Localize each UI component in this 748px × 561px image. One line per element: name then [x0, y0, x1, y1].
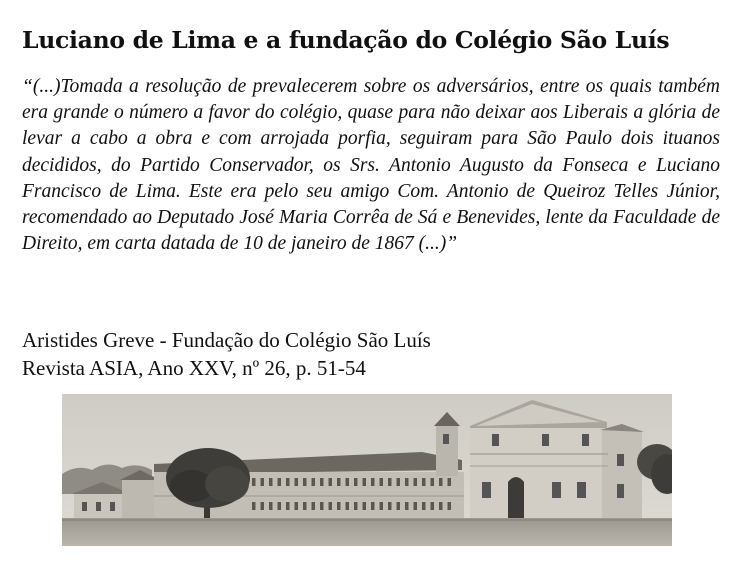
wing-window	[414, 502, 418, 510]
wing-window	[448, 478, 452, 486]
wing-window	[431, 478, 435, 486]
wing-window	[346, 478, 350, 486]
wing-window	[380, 478, 384, 486]
wing-window	[320, 478, 324, 486]
wing-window	[295, 478, 299, 486]
wing-window	[371, 502, 375, 510]
wing-window	[354, 502, 358, 510]
wing-window	[303, 478, 307, 486]
wing-window	[414, 478, 418, 486]
wing-window	[337, 502, 341, 510]
wing-window	[320, 502, 324, 510]
wing-window	[422, 478, 426, 486]
wing-window	[312, 478, 316, 486]
wing-window	[405, 502, 409, 510]
ground	[62, 518, 672, 546]
wing-window	[354, 478, 358, 486]
wing-window	[329, 478, 333, 486]
wing-window	[312, 502, 316, 510]
source-citation	[22, 326, 722, 382]
wing-window	[337, 478, 341, 486]
wing-window	[278, 502, 282, 510]
wing-window	[448, 502, 452, 510]
page-title: Luciano de Lima e a fundação do Colégio São Luís	[22, 26, 670, 54]
wing-window	[388, 502, 392, 510]
wing-window	[295, 502, 299, 510]
wing-window	[397, 502, 401, 510]
wing-window	[431, 502, 435, 510]
wing-window	[439, 478, 443, 486]
wing-window	[252, 502, 256, 510]
wing-window	[261, 502, 265, 510]
wing-window	[329, 502, 333, 510]
wing-window	[371, 478, 375, 486]
wing-window	[363, 478, 367, 486]
wing-window	[397, 478, 401, 486]
citation-journal-line: Revista ASIA, Ano XXV, nº 26, p. 51-54	[22, 356, 366, 380]
wing-window	[303, 502, 307, 510]
wing-window	[363, 502, 367, 510]
wing-window	[269, 502, 273, 510]
citation-author-line: Aristides Greve - Fundação do Colégio São Luís	[22, 328, 431, 352]
wing-window	[269, 478, 273, 486]
wing-window	[346, 502, 350, 510]
wing-window	[422, 502, 426, 510]
wing-window	[278, 478, 282, 486]
wing-window	[388, 478, 392, 486]
wing-window	[380, 502, 384, 510]
building-illustration	[62, 394, 672, 546]
quotation-paragraph: “(...)Tomada a resolução de prevalecerem sobre os adversários, entre os quais também era grande o número a favor do colégio, quase para não deixar aos Liberais a glória de levar a cabo a obra e com arrojada porfia, seguiram para São Paulo dois ituanos decididos, do Partido Conservador, os Srs. Antonio Augusto da Fonseca e Luciano Francisco de Lima. Este era pelo seu amigo Com. Antonio de Queiroz Telles Júnior, recomendado ao Deputado José Maria Corrêa de Sá e Benevides, lente da Faculdade de Direito, em carta datada de 10 de janeiro de 1867 (...)”	[22, 76, 720, 255]
wing-window	[286, 502, 290, 510]
wing-window	[261, 478, 265, 486]
wing-window	[405, 478, 409, 486]
wing-window	[286, 478, 290, 486]
wing-window	[439, 502, 443, 510]
historic-building-photo	[62, 394, 672, 546]
wing-window	[252, 478, 256, 486]
